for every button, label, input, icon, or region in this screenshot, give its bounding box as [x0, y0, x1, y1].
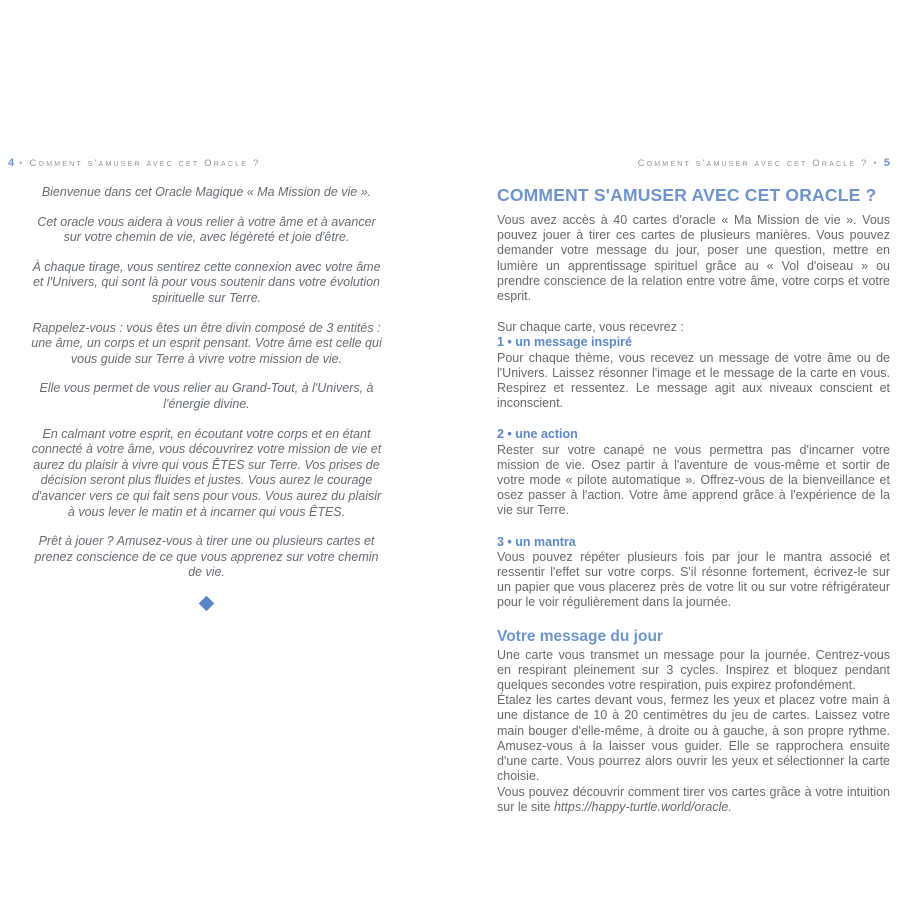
intro-paragraph: Bienvenue dans cet Oracle Magique « Ma Mission de vie ».: [41, 185, 372, 199]
page-title: COMMENT S'AMUSER AVEC CET ORACLE ?: [497, 185, 877, 205]
running-head-title: Comment s'amuser avec cet Oracle ?: [637, 158, 869, 169]
section-heading-action: 2 • une action: [497, 427, 578, 442]
section-body: Rester sur votre canapé ne vous permettra pas d'incarner votre mission de vie. Osez partir à l'aventure de vous-même et sortir de votre mode « pilote automatique ». Offrez-vous de la bienveillance et osez passer à l'action. Votre âme apprend grâce à l'expérience de la vie sur Terre.: [497, 442, 890, 518]
section-body: Vous pouvez répéter plusieurs fois par jour le mantra associé et ressentir l'effet sur votre corps. S'il résonne fortement, écrivez-le sur un papier que vous placerez près de votre lit ou sur votre réfrigérateur pour le voir régulièrement dans la journée.: [497, 549, 890, 610]
right-page: [497, 184, 890, 815]
intro-paragraph: Rappelez-vous : vous êtes un être divin composé de 3 entités : une âme, un corps et un esprit pensant. Votre âme est celle qui vous guide sur Terre à vivre votre mission de vie.: [31, 320, 382, 366]
running-head-right: [638, 157, 890, 169]
section-heading-message-inspire: 1 • un message inspiré: [497, 335, 632, 350]
section-body: Une carte vous transmet un message pour la journée. Centrez-vous en respirant pleinement sur 3 cycles. Inspirez et bloquez pendant quelques secondes votre respiration, puis expirez profondément.: [497, 647, 890, 693]
intro-paragraph: Cet oracle vous aidera à vous relier à votre âme et à avancer sur votre chemin de vie, avec légèreté et joie d'être.: [37, 214, 376, 245]
intro-paragraph: En calmant votre esprit, en écoutant votre corps et en étant connecté à votre âme, vous découvrirez votre mission de vie et aurez du plaisir à vivre qui vous ÊTES sur Terre. Vos prises de décision seront plus fluides et justes. Vous aurez le courage d'avancer vers ce qui fait sens pour vous. Vous aurez du plaisir à vous lever le matin et à incarner qui vous ÊTES.: [31, 426, 382, 519]
intro-paragraph: À chaque tirage, vous sentirez cette connexion avec votre âme et l'Univers, qui sont là pour vous soutenir dans votre évolution spirituelle sur Terre.: [32, 259, 381, 305]
intro-paragraph: Prêt à jouer ? Amusez-vous à tirer une ou plusieurs cartes et prenez conscience de ce que vous apprenez sur votre chemin de vie.: [34, 534, 379, 580]
running-head-separator: •: [873, 158, 879, 168]
left-page: [28, 185, 385, 609]
diamond-ornament-icon: [199, 596, 215, 612]
receive-intro-line: Sur chaque carte, vous recevrez :: [497, 320, 684, 335]
section-body: Étalez les cartes devant vous, fermez les yeux et placez votre main à une distance de 10 à 20 centimètres du jeu de cartes. Laissez votre main bouger d'elle-même, à droite ou à gauche, à son propre rythme. Amusez-vous à la laisser vous guider. Elle se rapprochera ensuite d'une carte. Vous pourrez alors ouvrir les yeux et sélectionner la carte choisie.: [497, 693, 890, 784]
section-heading-message-du-jour: Votre message du jour: [497, 627, 663, 645]
running-head-left: [8, 157, 260, 169]
intro-paragraph: Vous avez accès à 40 cartes d'oracle « Ma Mission de vie ». Vous pouvez jouer à tirer ces cartes de plusieurs manières. Vous pouvez demander votre message du jour, poser une question, mettre en lumière un apprentissage spirituel grâce au « Vol d'oiseau » ou prendre conscience de la relation entre votre âme, votre corps et votre esprit.: [497, 213, 890, 304]
section-heading-mantra: 3 • un mantra: [497, 534, 576, 549]
section-body: Pour chaque thème, vous recevez un message de votre âme ou de l'Univers. Laissez résonner l'image et le message de la carte en vous. Respirez et ressentez. Le message agit aux niveaux conscient et inconscient.: [497, 350, 890, 411]
oracle-site-url: https://happy-turtle.world/oracle.: [553, 799, 732, 814]
running-head-separator: •: [19, 158, 25, 168]
page-number-right: 5: [883, 157, 890, 169]
closing-text: Vous pouvez découvrir comment tirer vos cartes grâce à votre intuition sur le site: [497, 784, 890, 814]
page-number-left: 4: [8, 157, 15, 169]
closing-paragraph: [497, 785, 890, 815]
intro-paragraph: Elle vous permet de vous relier au Grand-Tout, à l'Univers, à l'énergie divine.: [39, 381, 374, 411]
running-head-title: Comment s'amuser avec cet Oracle ?: [29, 158, 261, 169]
